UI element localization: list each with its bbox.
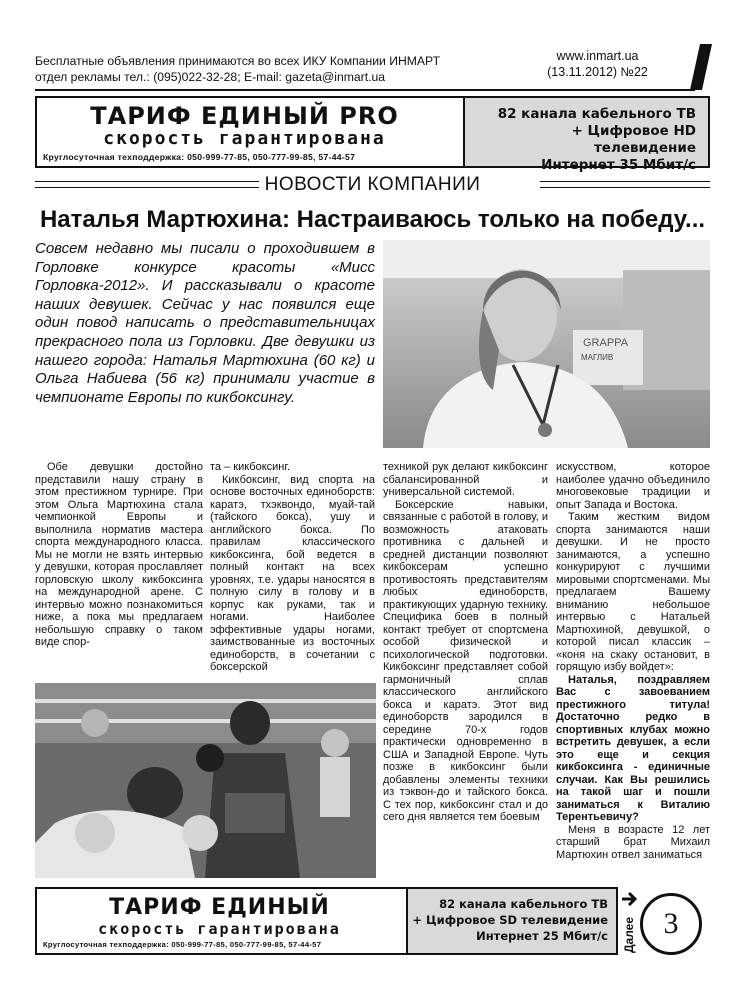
ad-top-line-1: 82 канала кабельного ТВ [497, 106, 696, 122]
ad-bottom-line-2: + Цифровое SD телевидение [412, 913, 608, 927]
interview-answer: Меня в возрасте 12 лет старший брат Михаил Мартюхин отвел заниматься [556, 823, 710, 861]
section-header [35, 174, 710, 196]
ad-bottom-title: ТАРИФ ЕДИНЫЙ [109, 895, 330, 920]
photo-boxing-match [35, 683, 376, 878]
ad-top-line-2: + Цифровое HD телевидение [571, 123, 696, 156]
photo-boxing-drawing [35, 683, 376, 878]
header-rule [35, 89, 695, 91]
article-column-2 [210, 461, 375, 674]
article-column-1 [35, 461, 203, 649]
ad-top-subtitle: скорость гарантирована [103, 128, 386, 149]
next-page-indicator[interactable] [620, 890, 638, 954]
header-contact-line: отдел рекламы тел.: (095)022-32-28; E-mail: gazeta@inmart.ua [35, 70, 386, 84]
article-lead: Совсем недавно мы писали о проходившем в Горловке конкурсе красоты «Мисс Горловка-2012». И рассказывали о красоте наших девушек. Сейчас у нас появился еще один повод написать о представительницах прекрасного пола из Горловки. Две девушки из нашего города: Наталья Мартюхина (60 кг) и Ольга Набиева (56 кг) принимали участие в чемпионате Европы по кикбоксингу. [35, 240, 375, 406]
ad-top-support: Круглосуточная техподдержка: 050-999-77-85, 050-777-99-85, 57-44-57 [43, 152, 356, 162]
column-4-paragraph-1: искусством, которое наиболее удачно объединило многовековые традиции и опыт Запада и Востока. [556, 461, 710, 511]
ad-bottom-support: Круглосуточная техподдержка: 050-999-77-85, 050-777-99-85, 57-44-57 [43, 940, 322, 949]
ad-bottom-left [37, 889, 402, 953]
ad-top-title: ТАРИФ ЕДИНЫЙ PRO [90, 102, 399, 130]
column-4-paragraph-2: Таким жестким видом спорта занимаются наши девушки. И не просто занимаются, а успешно конкурируют с лучшими мировыми спортсменами. Мы предлагаем Вашему вниманию небольшое интервью с Натальей Мартюхиной, девушкой, о которой писал классик – «коня на скаку остановит, в горящую избу войдет»: [556, 511, 710, 673]
site-url[interactable]: www.inmart.ua [556, 49, 639, 63]
interview-question: Наталья, поздравляем Вас с завоеванием престижного титула! Достаточно редко в спортивных клубах можно встретить девушек, а если это еще и секция кикбоксинга - единичные случаи. Как Вы решились на такой шаг и пошли заниматься к Виталию Терентьевичу? [556, 673, 710, 823]
article-column-3 [383, 461, 548, 824]
page-number-badge [640, 893, 702, 955]
column-3-paragraph-1: техникой рук делают кикбоксинг сбалансированной и универсальной системой. [383, 461, 548, 498]
column-2-paragraph-2: Кикбоксинг, вид спорта на основе восточных единоборств: каратэ, тхэквондо, муай-тай (тайского бокса), ушу и английского бокса. По правилам классического кикбоксинга, бой ведется в полный контакт на всех уровнях, т.е. удары наносятся в полную силу в голову и в корпус как руками, так и ногами. Наиболее эффективные удары ногами, заимствованные из восточных единоборств, в сочетании с боксерской [210, 473, 375, 673]
column-3-paragraph-2: Боксерские навыки, связанные с работой в голову, и возможность атаковать противника с дальней и средней дистанции позволяют кикбоксерам успешно противостоять представителям любых единоборств, практикующих ударную технику. Специфика боев в полный контакт требует от спортсмена особой физической и психологической подготовки. Кикбоксинг представляет собой гармоничный сплав классического английского бокса и каратэ. Этот вид единоборств зародился в середине 70-х годов практически одновременно в США и Западной Европе. Чуть позже в кикбоксинг были добавлены элементы техники из тэквон-до и тайского бокса. С тех пор, кикбоксинг стал и до сего дня является тем боевым [383, 498, 548, 823]
poster-grappa-text: GRAPPA [583, 337, 629, 349]
header-info [35, 53, 505, 85]
header-ads-line: Бесплатные объявления принимаются во всех ИКУ Компании ИНМАРТ [35, 54, 441, 68]
ad-bottom-right [406, 889, 616, 953]
article-column-4 [556, 461, 710, 861]
ad-top-right [463, 98, 708, 173]
next-label: Далее [622, 916, 636, 954]
photo-athlete-portrait [383, 240, 710, 448]
poster-magliv-text: МАГЛИВ [581, 353, 614, 362]
column-2-paragraph-1: та – кикбоксинг. [210, 461, 291, 473]
photo-portrait-drawing [383, 240, 710, 448]
header-issue [520, 48, 675, 80]
header-slash-icon [690, 44, 712, 90]
ad-bottom-line-1: 82 канала кабельного ТВ [439, 897, 608, 911]
issue-number: (13.11.2012) №22 [547, 65, 648, 79]
ad-top-left [37, 98, 452, 166]
article-headline: Наталья Мартюхина: Настраиваюсь только на победу... [39, 206, 706, 233]
ad-bottom-subtitle: скорость гарантирована [98, 920, 341, 938]
ad-bottom-line-3: Интернет 25 Мбит/с [476, 929, 608, 943]
ad-top-line-3: Интернет 35 Мбит/с [541, 157, 696, 173]
ad-bottom[interactable] [35, 887, 618, 955]
arrow-right-icon [620, 890, 638, 908]
section-title: НОВОСТИ КОМПАНИИ [259, 174, 487, 195]
column-1-paragraph-1: Обе девушки достойно представили нашу страну в этом престижном турнире. При этом Ольга Мартюхина стала чемпионкой Европы и выполнила норматив мастера спорта международного класса. Мы не могли не взять интервью у девушки, которая прославляет горловскую школу кикбоксинга на международной арене. С интервью можно познакомиться ниже, а пока мы предлагаем небольшую справку о таком виде спор- [35, 461, 203, 648]
page-number: 3 [663, 907, 679, 940]
ad-top[interactable] [35, 96, 710, 173]
